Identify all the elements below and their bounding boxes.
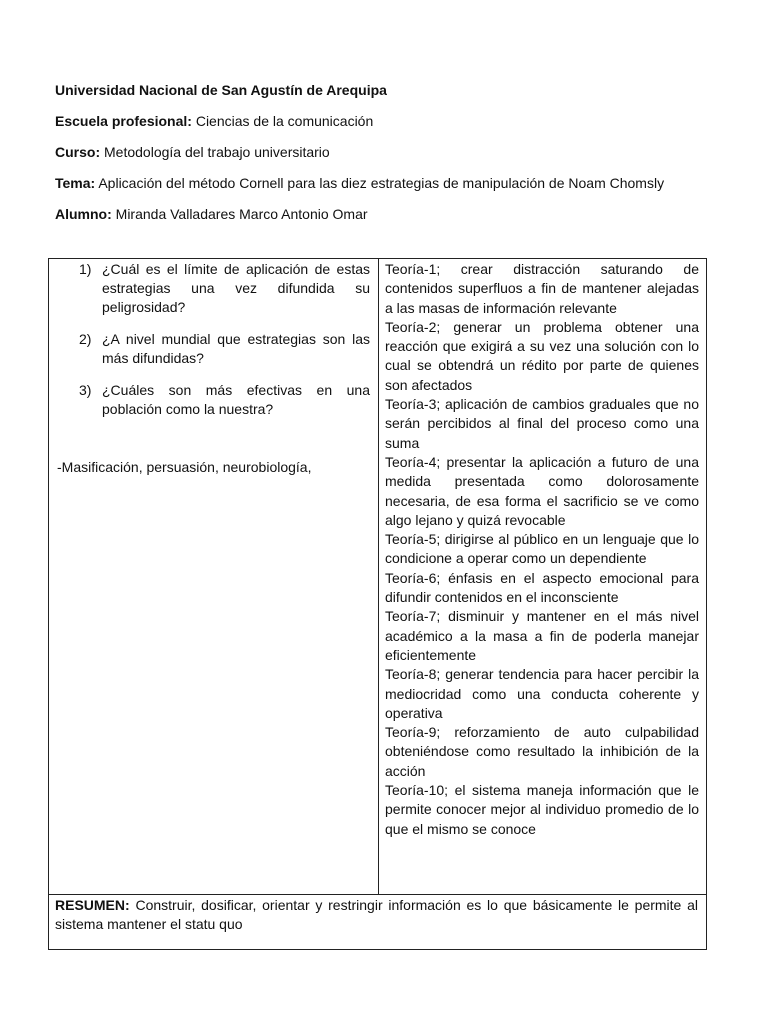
question-text: ¿A nivel mundial que estrategias son las más difundidas? <box>102 331 370 366</box>
cornell-table <box>48 258 707 950</box>
theory-item: Teoría-4; presentar la aplicación a futuro de una medida presentada como dolorosamente necesaria, de esa forma el sacrificio se ve como algo lejano y quizá revocable <box>385 453 699 528</box>
escuela-value: Ciencias de la comunicación <box>195 113 374 129</box>
tema-value: Aplicación del método Cornell para las diez estrategias de manipulación de Noam Chomsly <box>98 175 665 191</box>
alumno-line <box>55 204 715 224</box>
summary-text: Construir, dosificar, orientar y restringir información es lo que básicamente le permite al sistema mantener el statu quo <box>55 897 699 932</box>
curso-value: Metodología del trabajo universitario <box>104 144 330 160</box>
question-item <box>49 381 379 419</box>
curso-label: Curso: <box>55 144 101 160</box>
tema-label: Tema: <box>55 175 96 191</box>
theory-item: Teoría-2; generar un problema obtener una reacción que exigirá a su vez una solución con lo cual se obtendrá un rédito por parte de quienes son afectados <box>385 318 699 393</box>
question-number: 2) <box>79 331 92 347</box>
tema-line <box>55 173 715 193</box>
question-list <box>49 260 379 432</box>
escuela-label: Escuela profesional: <box>55 113 192 129</box>
theory-item: Teoría-9; reforzamiento de auto culpabilidad obteniéndose como resultado la inhibición de la acción <box>385 724 699 779</box>
keywords: -Masificación, persuasión, neurobiología, <box>57 459 312 475</box>
summary-label: RESUMEN: <box>55 897 130 913</box>
alumno-label: Alumno: <box>55 206 112 222</box>
cues-column <box>49 259 379 894</box>
curso-line <box>55 142 715 162</box>
theory-item: Teoría-10; el sistema maneja información que le permite conocer mejor al individuo promedio de lo que el mismo se conoce <box>385 782 699 837</box>
theory-item: Teoría-3; aplicación de cambios graduales que no serán percibidos al final del proceso como una suma <box>385 396 699 451</box>
university-name: Universidad Nacional de San Agustín de Arequipa <box>55 82 387 98</box>
question-item <box>49 260 379 317</box>
theory-item: Teoría-5; dirigirse al público en un lenguaje que lo condicione a operar como un dependiente <box>385 531 699 567</box>
notes-column <box>379 259 706 894</box>
question-text: ¿Cuál es el límite de aplicación de estas estrategias una vez difundida su peligrosidad? <box>102 261 370 315</box>
theory-item: Teoría-1; crear distracción saturando de contenidos superfluos a fin de mantener alejadas a las masas de información relevante <box>385 261 699 316</box>
question-number: 1) <box>79 261 92 277</box>
question-number: 3) <box>79 382 92 398</box>
theory-item: Teoría-8; generar tendencia para hacer percibir la mediocridad como una conducta coherente y operativa <box>385 666 699 721</box>
question-text: ¿Cuáles son más efectivas en una población como la nuestra? <box>102 382 370 417</box>
theory-item: Teoría-6; énfasis en el aspecto emocional para difundir contenidos en el inconsciente <box>385 569 699 606</box>
escuela-line <box>55 111 715 131</box>
theory-item: Teoría-7; disminuir y mantener en el más nivel académico a la masa a fin de poderla manejar eficientemente <box>385 608 699 663</box>
question-item <box>49 330 379 368</box>
summary-section <box>49 894 706 949</box>
document-header <box>55 80 715 235</box>
alumno-value: Miranda Valladares Marco Antonio Omar <box>115 206 368 222</box>
